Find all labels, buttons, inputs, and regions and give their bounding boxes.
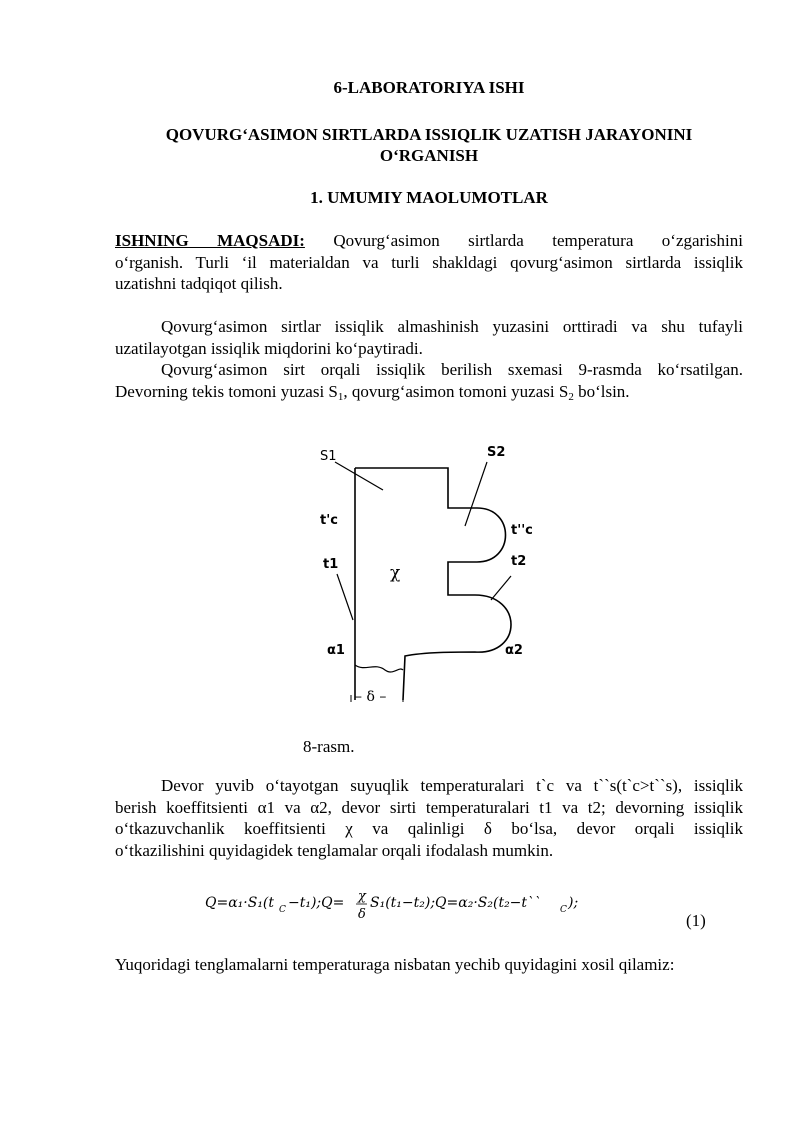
label-tc2: t''c xyxy=(511,523,533,538)
closing-line: Yuqoridagi tenglamalarni temperaturaga nisbatan yechib quyidagini xosil qilamiz: xyxy=(115,955,675,974)
formula-part-2: S₁(t₁−t₂);Q=α₂·S₂(t₂−t`` xyxy=(370,895,542,911)
goal-line-1 xyxy=(115,230,743,252)
paragraph-4 xyxy=(115,775,743,861)
formula-frac-den: δ xyxy=(358,907,366,922)
para4-line-3: o‘tkazuvchanlik koeffitsienti χ va qalinligi δ bo‘lsa, devor orqali issiqlik xyxy=(115,819,743,838)
goal-label: ISHNING MAQSADI: xyxy=(115,231,305,250)
formula-sub-1: C xyxy=(279,905,286,915)
leader-s2 xyxy=(465,462,487,526)
formula-part-2-end: ); xyxy=(568,895,579,911)
para3-text-a: Devorning tekis tomoni yuzasi S xyxy=(115,381,338,401)
goal-line-3: uzatishni tadqiqot qilish. xyxy=(115,274,283,293)
figure-caption: 8-rasm. xyxy=(303,737,355,756)
leader-t2 xyxy=(491,576,511,600)
goal-paragraph xyxy=(115,230,743,295)
paragraph-2 xyxy=(115,316,743,359)
para3-sub-2: 2 xyxy=(568,390,574,403)
goal-line-1-text: Qovurg‘asimon sirtlarda temperatura o‘zgarishini xyxy=(333,231,743,250)
para4-line-1: Devor yuvib o‘tayotgan suyuqlik temperaturalari t`c va t``s(t`c>t``s), issiqlik xyxy=(161,776,743,795)
formula-sub-2: C xyxy=(560,905,567,915)
formula-frac-num: χ xyxy=(358,889,366,904)
finned-wall-diagram xyxy=(305,440,555,710)
label-t2: t2 xyxy=(511,554,527,569)
goal-line-2: o‘rganish. Turli ‘il materialdan va turli shakldagi qovurg‘asimon sirtlarda issiqlik xyxy=(115,252,743,272)
label-a2: α2 xyxy=(505,643,523,658)
label-delta: – δ – xyxy=(355,689,387,705)
label-s1: S1 xyxy=(320,449,337,464)
para3-line-2 xyxy=(115,381,743,403)
para3-text-b: , qovurg‘asimon tomoni yuzasi S xyxy=(343,381,569,401)
para2-line-2: uzatilayotgan issiqlik miqdorini ko‘paytiradi. xyxy=(115,338,423,358)
label-tc1: t'c xyxy=(320,513,338,528)
formula-part-1: Q=α₁·S₁(t xyxy=(205,895,275,911)
label-t1: t1 xyxy=(323,557,339,572)
section-heading: 1. UMUMIY MAOLUMOTLAR xyxy=(310,188,548,207)
para4-line-2: berish koeffitsienti α1 va α2, devor sirti temperaturalari t1 va t2; devorning issiqlik xyxy=(115,797,743,817)
formula-part-1-end: −t₁);Q= xyxy=(288,895,345,911)
subtitle-line-2: O‘RGANISH xyxy=(379,146,479,165)
wall-break xyxy=(355,665,403,672)
equation-number: (1) xyxy=(686,911,706,930)
leader-t1 xyxy=(337,574,353,620)
para2-line-1: Qovurg‘asimon sirtlar issiqlik almashinish yuzasini orttiradi va shu tufayli xyxy=(161,317,743,336)
subtitle-line-1: QOVURG‘ASIMON SIRTLARDA ISSIQLIK UZATISH JARAYONINI xyxy=(165,125,693,144)
para3-sub-1: 1 xyxy=(337,390,344,403)
para3-text-c: bo‘lsin. xyxy=(573,381,630,401)
para4-line-4: o‘tkazilishini quyidagidek tenglamalar orqali ifodalash mumkin. xyxy=(115,840,554,860)
wall-outline xyxy=(355,468,511,700)
equation-1 xyxy=(205,887,585,927)
paragraph-3 xyxy=(115,359,743,402)
leader-s1 xyxy=(335,462,383,490)
label-a1: α1 xyxy=(327,643,345,658)
para3-line-1: Qovurg‘asimon sirt orqali issiqlik berilish sxemasi 9-rasmda ko‘rsatilgan. xyxy=(161,360,743,379)
label-s2: S2 xyxy=(487,445,506,460)
page-title: 6-LABORATORIYA ISHI xyxy=(333,78,525,97)
label-chi: χ xyxy=(390,563,401,583)
